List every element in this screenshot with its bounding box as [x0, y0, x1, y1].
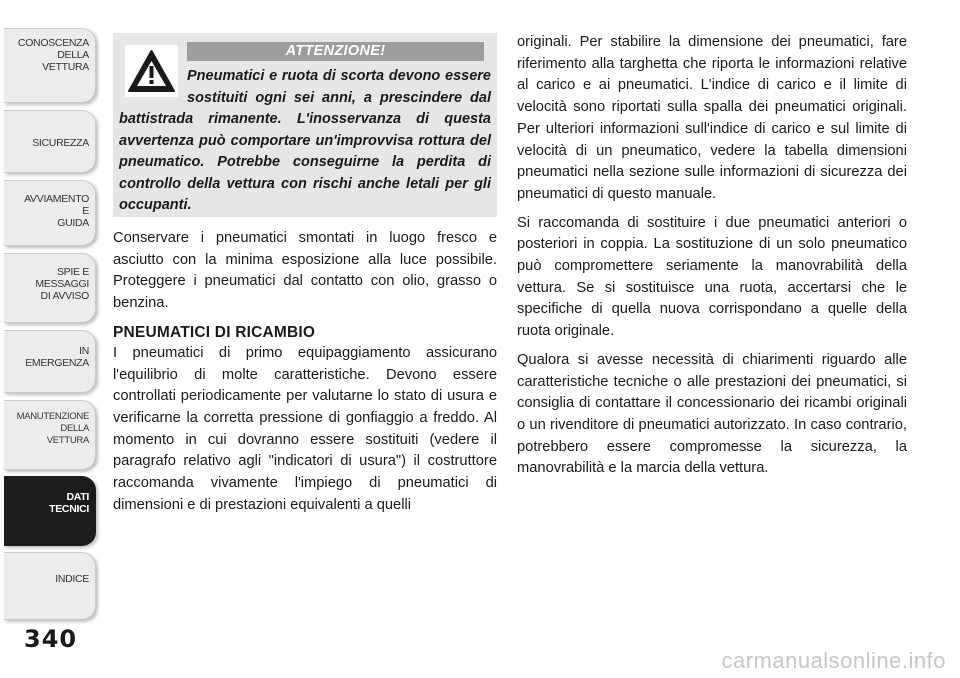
- section-heading: PNEUMATICI DI RICAMBIO: [113, 323, 316, 341]
- tab-label-line: INDICE: [55, 573, 89, 585]
- tab-label-line: AVVIAMENTO: [24, 193, 89, 205]
- tyre-size-paragraph: originali. Per stabilire la dimensione dei pneumatici, fare riferimento alla targhetta che riporta le informazioni relative al carico e ai pneumatici. L'indice di carico e il limite di velocità sono riportati sulla spalla dei pneumatici originali. Per ulteriori informazioni sull'indice di carico e sul limite di velocità di un pneumatico, vedere la tabella dimensioni pneumatici nella sezione sulle informazioni di sicurezza dei pneumatici di questo manuale.: [517, 34, 907, 202]
- tab-label-line: IN: [79, 345, 89, 357]
- warning-text: Pneumatici e ruota di scorta devono essere sostituiti ogni sei anni, a prescindere dal battistrada rimanente. L'inosservanza di questa avvertenza può comportare un'improvvisa rottura del pneumatico. Potrebbe conseguirne la perdita di controllo della vettura con rischi anche letali per gli occupanti.: [119, 68, 491, 213]
- tab-label-line: DELLA: [57, 49, 89, 61]
- tab-dati-tecnici[interactable]: [4, 476, 96, 546]
- tab-label-line: SICUREZZA: [32, 137, 89, 149]
- tab-spie-e-messaggi[interactable]: [4, 253, 96, 323]
- watermark: carmanualsonline.info: [721, 648, 946, 673]
- dealer-contact-paragraph: Qualora si avesse necessità di chiarimenti riguardo alle caratteristiche tecniche o alle prestazioni dei pneumatici, si consiglia di contattare il concessionario dei ricambi originali o un rivenditore di pneumatici autorizzato. In caso contrario, potrebbero essere compromesse la sicurezza, la manovrabilità e la marcia della vettura.: [517, 351, 907, 477]
- tab-sicurezza[interactable]: [4, 110, 96, 173]
- storage-paragraph: Conservare i pneumatici smontati in luogo fresco e asciutto con la minima esposizione alla luce possibile. Proteggere i pneumatici dal contatto con olio, grasso o benzina.: [113, 230, 497, 312]
- replace-in-pairs-paragraph: Si raccomanda di sostituire i due pneumatici anteriori o posteriori in coppia. La sostituzione di un solo pneumatico può compromettere seriamente la manovrabilità della vettura. Se si sostituisce una ruota, accertarsi che le specifiche di quella nuova corrispondano a quelle della ruota originale.: [517, 214, 907, 340]
- tab-in-emergenza[interactable]: [4, 330, 96, 393]
- tab-label-line: DI AVVISO: [40, 290, 89, 302]
- tab-label-line: VETTURA: [46, 435, 89, 446]
- tab-indice[interactable]: [4, 552, 96, 620]
- spare-tyres-paragraph: I pneumatici di primo equipaggiamento assicurano l'equilibrio di molte caratteristiche. Devono essere controllati periodicamente per valutarne lo stato di usura e verificarne la corretta pressione di gonfiaggio a freddo. Al momento in cui dovranno essere sostituiti (vedere il paragrafo relativo agli "indicatori di usura") il costruttore raccomanda vivamente l'impiego di pneumatici di dimensioni e di prestazioni equivalenti a quelli: [113, 344, 497, 513]
- tab-manutenzione-della-vettura[interactable]: [4, 400, 96, 470]
- tab-label-line: CONOSCENZA: [17, 37, 89, 49]
- tab-label-line: GUIDA: [57, 217, 89, 229]
- warning-box: [113, 33, 497, 217]
- tab-avviamento-e-guida[interactable]: [4, 180, 96, 246]
- chapter-sidebar: [0, 0, 100, 678]
- tab-label-line: DELLA: [60, 423, 89, 434]
- left-column: [113, 228, 497, 523]
- tab-label-line: VETTURA: [42, 61, 89, 73]
- tab-label-line: MANUTENZIONE: [16, 411, 89, 422]
- tab-label-line: TECNICI: [49, 503, 89, 515]
- tab-conoscenza-della-vettura[interactable]: [4, 28, 96, 103]
- tab-label-line: DATI: [66, 491, 89, 503]
- tab-label-line: MESSAGGI: [35, 278, 89, 290]
- right-column: [517, 32, 907, 487]
- tab-label-line: E: [82, 205, 89, 217]
- tab-label-line: EMERGENZA: [25, 357, 89, 369]
- page-number: 340: [24, 625, 78, 653]
- tab-label-line: SPIE E: [56, 266, 89, 278]
- warning-title: ATTENZIONE!: [187, 42, 484, 61]
